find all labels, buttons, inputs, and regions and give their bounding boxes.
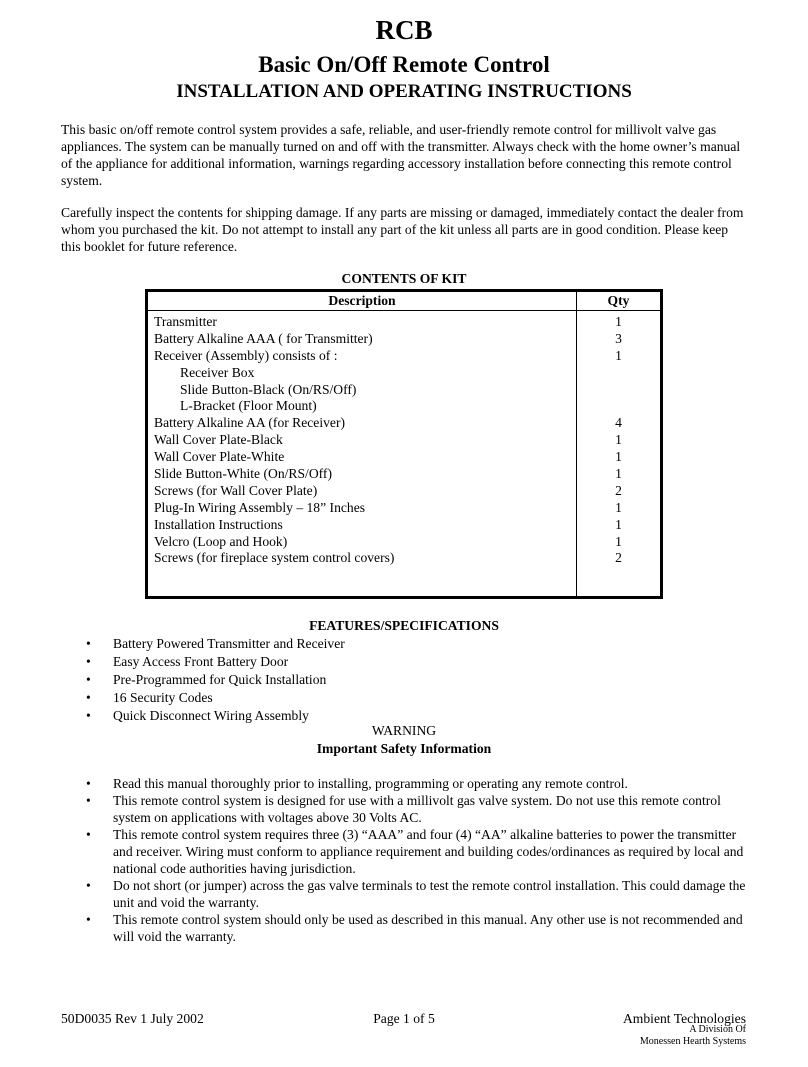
qty-column — [577, 311, 662, 598]
document-title: RCB — [375, 15, 433, 45]
table-row-description: Screws (for Wall Cover Plate) — [154, 482, 318, 498]
bullet-icon: • — [86, 654, 91, 669]
list-item — [86, 775, 751, 792]
warning-text: Do not short (or jumper) across the gas valve terminals to test the remote control installation. This could damage the unit and void the warranty. — [113, 878, 746, 910]
table-row-description: Screws (for fireplace system control covers) — [154, 550, 395, 566]
table-row-qty: 4 — [615, 415, 622, 431]
kit-contents-table — [145, 289, 663, 599]
description-column — [147, 311, 577, 598]
table-row-description: Slide Button-Black (On/RS/Off) — [180, 381, 357, 397]
feature-text: Quick Disconnect Wiring Assembly — [113, 708, 309, 723]
table-row-qty: 1 — [615, 314, 622, 329]
footer-division: A Division Of — [689, 1024, 746, 1035]
table-row-qty — [577, 382, 660, 399]
table-row-description: Velcro (Loop and Hook) — [154, 533, 288, 549]
table-row-description: Wall Cover Plate-White — [154, 449, 285, 465]
table-row-qty: 3 — [615, 330, 622, 346]
table-row-qty — [577, 398, 660, 415]
feature-text: Pre-Programmed for Quick Installation — [113, 672, 327, 687]
feature-text: Easy Access Front Battery Door — [113, 654, 289, 669]
list-item — [86, 911, 751, 945]
table-row-qty: 1 — [615, 533, 622, 549]
document-subtitle: Basic On/Off Remote Control — [258, 52, 550, 77]
feature-text: Battery Powered Transmitter and Receiver — [113, 636, 345, 651]
table-row-description: Battery Alkaline AA (for Receiver) — [154, 415, 346, 431]
table-row-qty: 2 — [615, 482, 622, 498]
list-item — [86, 671, 751, 689]
table-row-description: Slide Button-White (On/RS/Off) — [154, 466, 332, 482]
table-row-qty: 1 — [615, 449, 622, 465]
bullet-icon: • — [86, 690, 91, 705]
table-row-description: Wall Cover Plate-Black — [154, 432, 283, 448]
feature-text: 16 Security Codes — [113, 690, 213, 705]
intro-paragraph-2: Carefully inspect the contents for shipping damage. If any parts are missing or damaged, immediately contact the dealer from whom you purchased the kit. Do not attempt to install any part of the kit unless all parts are in good condition. Please keep this booklet for future reference. — [61, 205, 744, 254]
bullet-icon: • — [86, 912, 91, 927]
list-item — [86, 635, 751, 653]
table-row-description: Battery Alkaline AAA ( for Transmitter) — [154, 330, 373, 346]
table-row-description: Plug-In Wiring Assembly – 18” Inches — [154, 499, 366, 515]
table-row-qty: 1 — [615, 466, 622, 482]
document-heading: INSTALLATION AND OPERATING INSTRUCTIONS — [176, 81, 632, 102]
warning-subtitle: Important Safety Information — [316, 741, 492, 756]
bullet-icon: • — [86, 878, 91, 893]
table-row-description: Receiver (Assembly) consists of : — [154, 347, 338, 363]
bullet-icon: • — [86, 827, 91, 842]
list-item — [86, 792, 751, 826]
footer-parent-company: Monessen Hearth Systems — [639, 1036, 746, 1047]
warning-text: This remote control system requires three (3) “AAA” and four (4) “AA” alkaline batteries to power the transmitter and receiver. Wiring must conform to appliance requirement and building codes/ordinances as required by local and national code authorities having jurisdiction. — [113, 827, 744, 876]
table-row-description: Receiver Box — [180, 364, 255, 380]
list-item — [86, 653, 751, 671]
kit-contents-title: CONTENTS OF KIT — [341, 271, 467, 286]
list-item — [86, 877, 751, 911]
bullet-icon: • — [86, 776, 91, 791]
table-row-description: L-Bracket (Floor Mount) — [180, 398, 317, 414]
bullet-icon: • — [86, 793, 91, 808]
features-title: FEATURES/SPECIFICATIONS — [309, 618, 499, 633]
footer-doc-id: 50D0035 Rev 1 July 2002 — [61, 1011, 204, 1026]
table-row-qty — [577, 365, 660, 382]
list-item — [86, 689, 751, 707]
list-item — [86, 826, 751, 877]
table-row-qty: 2 — [615, 550, 622, 566]
warning-text: This remote control system should only be used as described in this manual. Any other use is not recommended and will void the warranty. — [113, 912, 743, 944]
table-row-qty: 1 — [615, 516, 622, 532]
footer-company: Ambient Technologies — [622, 1011, 746, 1026]
table-row-description: Transmitter — [154, 314, 217, 329]
warning-text: This remote control system is designed for use with a millivolt gas valve system. Do not use this remote control system on applications with voltages above 30 Volts AC. — [113, 793, 721, 825]
warning-title: WARNING — [371, 723, 437, 738]
table-row-description: Installation Instructions — [154, 516, 283, 532]
table-row-qty: 1 — [615, 499, 622, 515]
features-list — [86, 635, 751, 725]
column-header-qty: Qty — [577, 291, 662, 311]
warning-text: Read this manual thoroughly prior to installing, programming or operating any remote control. — [113, 776, 628, 791]
bullet-icon: • — [86, 636, 91, 651]
footer-page-number: Page 1 of 5 — [373, 1011, 435, 1026]
column-header-description: Description — [147, 291, 577, 311]
table-row-qty: 1 — [615, 347, 622, 363]
table-row-qty: 1 — [615, 432, 622, 448]
intro-paragraph-1: This basic on/off remote control system provides a safe, reliable, and user-friendly remote control for millivolt valve gas appliances. The system can be manually turned on and off with the transmitter. Always check with the home owner’s manual of the appliance for additional information, warnings regarding accessory installation before connecting this remote control system. — [61, 122, 741, 188]
bullet-icon: • — [86, 708, 91, 723]
bullet-icon: • — [86, 672, 91, 687]
warnings-list — [86, 775, 751, 945]
